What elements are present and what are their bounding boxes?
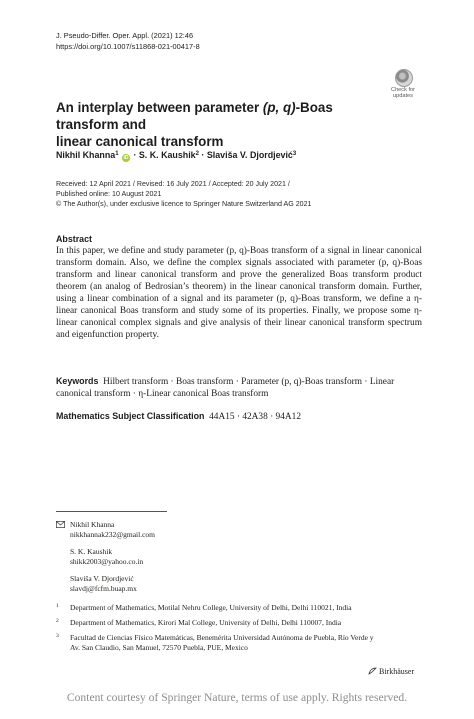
footnote-divider — [56, 511, 167, 512]
author-sep-2: · — [198, 150, 207, 160]
author-1[interactable]: Nikhil Khanna — [56, 150, 116, 160]
correspondent-3-email[interactable]: slavdj@fcfm.buap.mx — [70, 583, 137, 593]
publisher-name: Birkhäuser — [379, 667, 415, 676]
dates-line-1: Received: 12 April 2021 / Revised: 16 July 2021 / Accepted: 20 July 2021 / — [56, 180, 290, 188]
paper-title — [56, 99, 396, 150]
correspondent-2-email[interactable]: shikk2003@yahoo.co.in — [70, 556, 144, 566]
journal-citation: J. Pseudo-Differ. Oper. Appl. (2021) 12:46 — [56, 31, 194, 40]
author-2[interactable]: S. K. Kaushik — [138, 150, 196, 160]
affiliation-1-num: 1 — [56, 603, 59, 609]
check-updates-label-1: Check for — [391, 87, 415, 93]
correspondent-1-name: Nikhil Khanna — [70, 520, 115, 529]
affiliation-3-line-2: Av. San Claudio, San Manuel, 72570 Puebla, PUE, Mexico — [70, 643, 248, 652]
courtesy-notice: Content courtesy of Springer Nature, terms of use apply. Rights reserved. — [66, 691, 408, 704]
doi-link[interactable]: https://doi.org/10.1007/s11868-021-00417-8 — [56, 41, 200, 51]
birkhauser-logo-icon — [368, 667, 377, 675]
check-updates-label-2: updates — [393, 93, 413, 100]
affiliation-1-text: Department of Mathematics, Motilal Nehru College, University of Delhi, Delhi 110021, India — [70, 603, 352, 612]
correspondent-1-email[interactable]: nikkhannak232@gmail.com — [70, 529, 156, 539]
correspondent-3 — [70, 574, 137, 594]
msc-codes: 44A15 · 42A38 · 94A12 — [209, 412, 301, 422]
publisher-mark — [368, 667, 414, 676]
journal-header — [56, 31, 200, 52]
title-part-2: (p, q) — [262, 100, 296, 115]
author-3[interactable]: Slaviša V. Djordjević — [206, 150, 293, 160]
affiliation-3-line-1: Facultad de Ciencias Físico Matemáticas, Benemérita Universidad Autónoma de Puebla, Río Verde y — [70, 633, 374, 642]
affiliation-2-text: Department of Mathematics, Kirori Mal College, University of Delhi, Delhi 110007, India — [70, 618, 342, 627]
author-1-sup: 1 — [115, 151, 119, 157]
correspondent-2-name: S. K. Kaushik — [70, 547, 113, 556]
dates-line-2: Published online: 10 August 2021 — [56, 190, 162, 198]
affiliation-2-num: 2 — [56, 618, 59, 624]
keywords-section — [56, 375, 422, 400]
orcid-icon[interactable]: iD — [123, 155, 129, 161]
correspondent-3-name: Slaviša V. Djordjević — [70, 574, 134, 583]
keywords-label: Keywords — [56, 376, 99, 386]
abstract-heading: Abstract — [56, 234, 93, 244]
title-part-1: An interplay between parameter — [56, 100, 263, 115]
author-3-sup: 3 — [292, 151, 297, 157]
keywords-text: Hilbert transform · Boas transform · Parameter (p, q)-Boas transform · Linear canonical transform · η-Linear canonical Boas transform — [56, 377, 395, 399]
abstract-text: In this paper, we define and study parameter (p, q)-Boas transform of a signal in linear canonical transform domain. Also, we define the complex signals associated with parameter (p, q)-Boas transform and linear canonical transform and prove the generalized Boas transform product theorem (an analog of Bedrosian’s theorem) in the linear canonical transform domain. Further, using a linear combination of a signal and its parameter (p, q)-Boas transform, we define a η-linear canonical Boas transform and study some of its properties. Finally, we propose some η-linear canonical complex signals and give analysis of their linear canonical transform spectrum and eigenfunction property. — [56, 246, 422, 340]
title-line-2: linear canonical transform — [56, 134, 224, 149]
title-part-3: -Boas transform and — [56, 100, 333, 132]
correspondent-1 — [70, 520, 155, 540]
msc-section — [56, 411, 301, 422]
msc-label: Mathematics Subject Classification — [56, 411, 205, 421]
affiliation-3-num: 3 — [56, 633, 59, 639]
correspondent-2 — [70, 547, 143, 567]
author-sep-1: · — [131, 150, 139, 160]
envelope-icon — [56, 521, 65, 528]
check-for-updates-badge[interactable] — [386, 69, 420, 103]
check-updates-icon — [395, 69, 413, 87]
author-list — [56, 150, 296, 162]
author-2-sup: 2 — [195, 151, 199, 157]
copyright-line: © The Author(s), under exclusive licence to Springer Nature Switzerland AG 2021 — [56, 200, 312, 208]
abstract-body — [56, 246, 422, 342]
publication-dates — [56, 179, 311, 209]
